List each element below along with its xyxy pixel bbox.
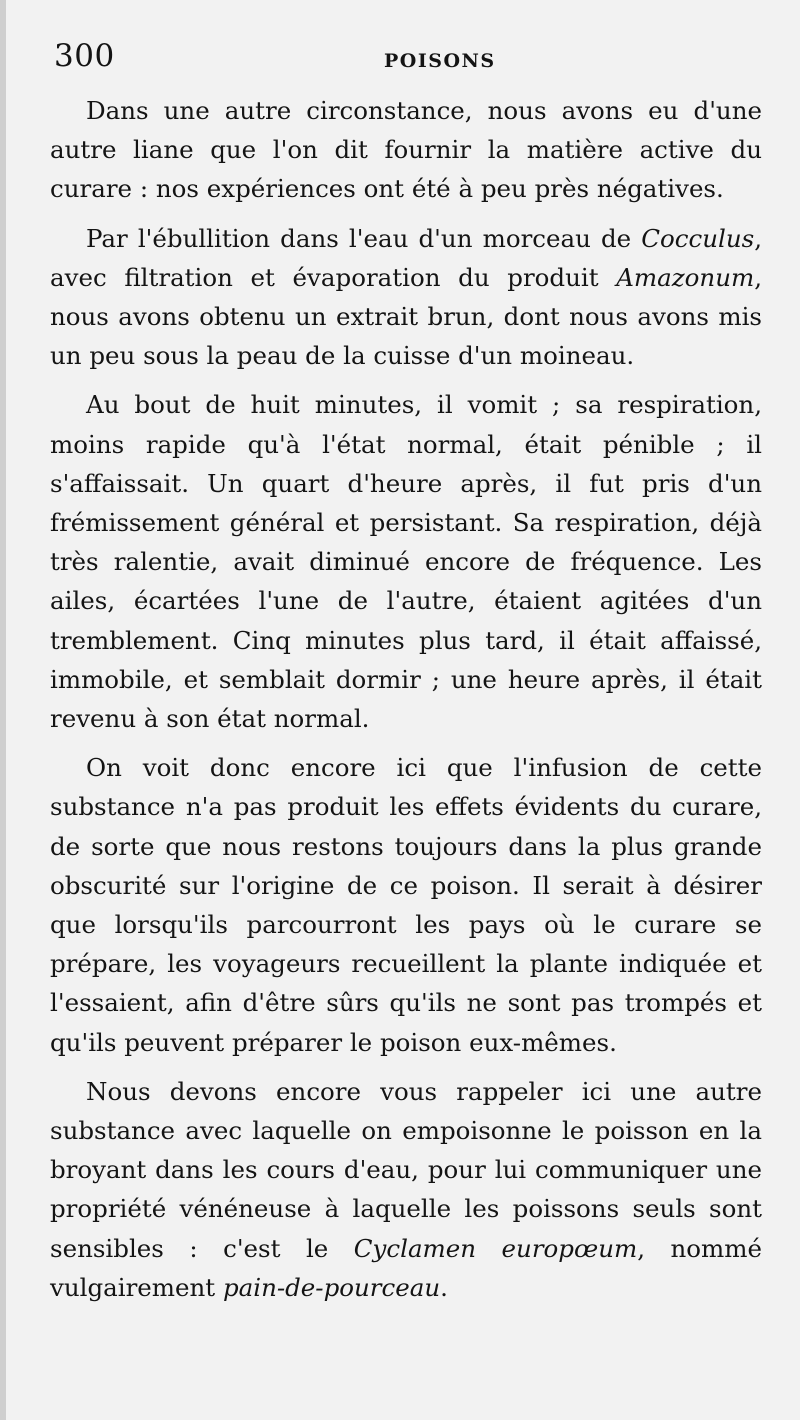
paragraph-5 <box>50 1072 762 1307</box>
page-number: 300 <box>54 38 115 74</box>
paragraph-5-middle: , nommé vulgairement <box>50 1233 762 1302</box>
paragraph-2-before: Par l'ébullition dans l'eau d'un morceau de <box>86 223 642 253</box>
paragraph-5-after: . <box>440 1272 448 1302</box>
page-header <box>54 38 764 78</box>
italic-term-cocculus: Cocculus <box>641 223 755 253</box>
running-head: POISONS <box>384 50 496 72</box>
paragraph-2-middle: , avec filtration et évaporation du produit <box>50 223 762 292</box>
paragraph-4-text: On voit donc encore ici que l'infusion de cette substance n'a pas produit les effets évidents du curare, de sorte que nous restons toujours dans la plus grande obscurité sur l'origine de ce poison. Il serait à désirer que lorsqu'ils parcourront les pays où le curare se prépare, les voyageurs recueillent la plante indiquée et l'essaient, afin d'être sûrs qu'ils ne sont pas trompés et qu'ils peuvent préparer le poison eux-mêmes. <box>50 753 762 1057</box>
italic-term-amazonum: Amazonum <box>616 262 755 292</box>
paragraph-1 <box>50 91 762 209</box>
paragraph-4 <box>50 748 762 1062</box>
paragraph-2-after: , nous avons obtenu un extrait brun, dont nous avons mis un peu sous la peau de la cuisse d'un moineau. <box>50 262 762 371</box>
italic-term-pain-de-pourceau: pain-de-pourceau <box>222 1272 441 1302</box>
page-body <box>50 91 762 1317</box>
page-edge-shadow <box>0 0 6 1420</box>
paragraph-1-text: Dans une autre circonstance, nous avons eu d'une autre liane que l'on dit fournir la matière active du curare : nos expériences ont été à peu près négatives. <box>50 96 762 204</box>
paragraph-3-text: Au bout de huit minutes, il vomit ; sa respiration, moins rapide qu'à l'état normal, était pénible ; il s'affaissait. Un quart d'heure après, il fut pris d'un frémissement général et persistant. Sa respiration, déjà très ralentie, avait diminué encore de fréquence. Les ailes, écartées l'une de l'autre, étaient agitées d'un tremblement. Cinq minutes plus tard, il était affaissé, immobile, et semblait dormir ; une heure après, il était revenu à son état normal. <box>50 390 762 734</box>
paragraph-2 <box>50 219 762 376</box>
paragraph-5-before: Nous devons encore vous rappeler ici une autre substance avec laquelle on empoisonne le poisson en la broyant dans les cours d'eau, pour lui communiquer une propriété vénéneuse à laquelle les poissons seuls sont sensibles : c'est le <box>50 1076 762 1263</box>
paragraph-3 <box>50 385 762 738</box>
italic-term-cyclamen: Cyclamen europœum <box>353 1233 638 1263</box>
